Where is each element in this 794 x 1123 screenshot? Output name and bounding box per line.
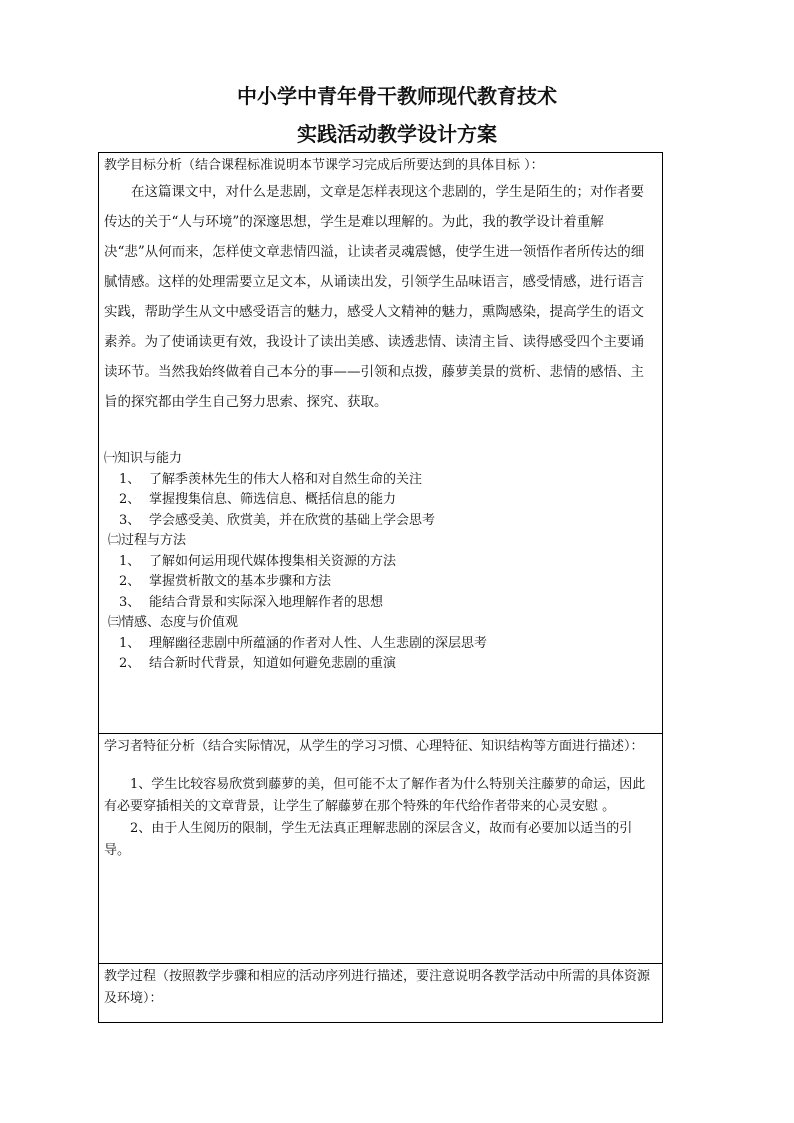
item-text: 了解如何运用现代媒体搜集相关资源的方法 [149,553,397,569]
process-row [99,964,663,1023]
item-number: 1、 [119,471,141,487]
learners-heading: 学习者特征分析（结合实际情况，从学生的学习习惯、心理特征、知识结构等方面进行描述）： [104,739,644,754]
item-text: 掌握搜集信息、筛选信息、概括信息的能力 [149,492,397,507]
design-table [98,152,663,1023]
item-text: 了解季羡林先生的伟大人格和对自然生命的关注 [149,471,423,487]
objectives-row [99,153,663,734]
list-item [104,572,657,593]
item-number: 1、 [119,553,141,569]
item-text: 能结合背景和实际深入地理解作者的思想 [149,594,384,610]
list-item [104,654,657,675]
item-text: 理解幽径悲剧中所蕴涵的作者对人性、人生悲剧的深层思考 [149,635,488,651]
learner-point: 2、由于人生阅历的限制，学生无法真正理解悲剧的深层含义，故而有必要加以适当的引导。 [104,821,633,858]
list-item [104,470,657,491]
list-item [104,552,657,573]
item-number: 2、 [119,574,141,589]
learners-cell [99,734,663,964]
list-item [104,490,657,511]
item-number: 1、 [119,635,141,651]
item-text: 结合新时代背景，知道如何避免悲剧的重演 [149,656,397,671]
learners-row [99,734,663,964]
item-number: 2、 [119,656,141,671]
document-title: 中小学中青年骨干教师现代教育技术 [237,84,557,108]
list-item [104,634,657,655]
section-title-knowledge: ㈠知识与能力 [104,451,183,466]
objectives-cell [99,153,663,734]
learner-point: 1、学生比较容易欣赏到藤萝的美，但可能不太了解作者为什么特别关注藤萝的命运，因此有必要穿插相关的文章背景，让学生了解藤萝在那个特殊的年代给作者带来的心灵安慰 。 [104,777,646,814]
document-subtitle: 实践活动教学设计方案 [297,122,497,146]
process-cell [99,964,663,1023]
item-number: 3、 [119,594,141,610]
section-title-process: ㈡过程与方法 [108,533,187,548]
item-text: 学会感受美、欣赏美，并在欣赏的基础上学会思考 [149,512,436,528]
item-text: 掌握赏析散文的基本步骤和方法 [149,574,332,589]
item-number: 3、 [119,512,141,528]
objectives-paragraph: 在这篇课文中，对什么是悲剧，文章是怎样表现这个悲剧的，学生是陌生的；对作者要传达的关于“人与环境”的深邃思想，学生是难以理解的。为此，我的教学设计着重解决“悲”从何而来，怎样使文章悲情四溢，让读者灵魂震憾，使学生进一领悟作者所传达的细腻情感。这样的处理需要立足文本，从诵读出发，引领学生品味语言，感受情感，进行语言实践，帮助学生从文中感受语言的魅力，感受人文精神的魅力，熏陶感染，提高学生的语文素养。为了使诵读更有效，我设计了读出美感、读透悲情、读清主旨、读得感受四个主要诵读环节。当然我始终做着自己本分的事——引领和点拨，藤萝美景的赏析、悲情的感悟、主旨的探究都由学生自己努力思索、探究、获取。 [104,184,645,410]
objectives-heading: 教学目标分析（结合课程标准说明本节课学习完成后所要达到的具体目标 ）： [104,158,544,173]
process-heading: 教学过程（按照教学步骤和相应的活动序列进行描述，要注意说明各教学活动中所需的具体资源及环境）： [104,969,651,1006]
list-item [104,593,657,614]
section-title-values: ㈢情感、态度与价值观 [108,615,239,630]
list-item [104,511,657,532]
item-number: 2、 [119,492,141,507]
